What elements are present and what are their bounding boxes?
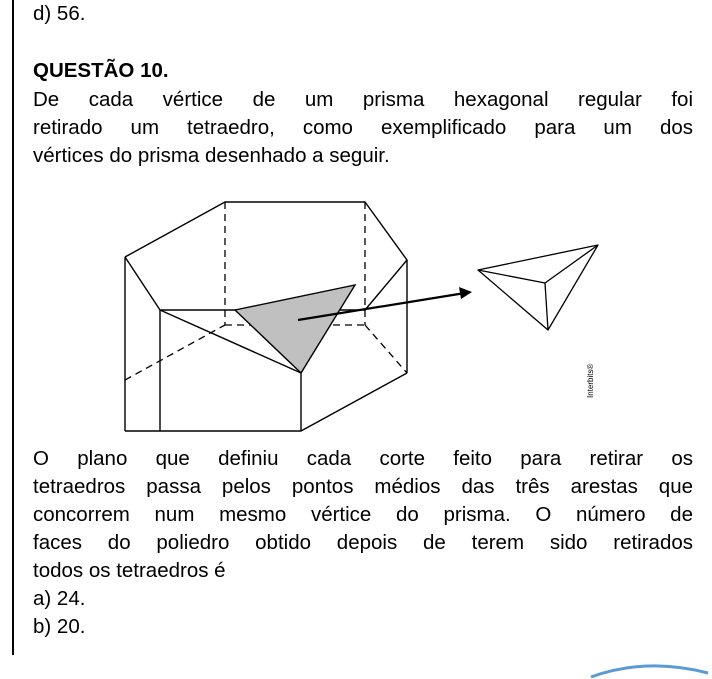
body-line-1: O plano que definiu cada corte feito para retirar os [33, 447, 693, 470]
body-line-3: concorrem num mesmo vértice do prisma. O número de [33, 503, 693, 526]
hidden-edge-bottom-right [365, 325, 407, 373]
figure-credit: Interbits® [586, 363, 595, 398]
body-line-5: todos os tetraedros é [33, 559, 226, 582]
question-heading: QUESTÃO 10. [33, 59, 169, 82]
intro-line-2: retirado um tetraedro, como exemplificado para um dos [33, 116, 693, 139]
intro-line-1: De cada vértice de um prisma hexagonal regular foi [33, 88, 693, 111]
body-line-4: faces do poliedro obtido depois de terem sido retirados [33, 531, 693, 554]
hidden-edge-bottom-left [125, 325, 225, 380]
left-margin-rule [12, 0, 14, 655]
cut-triangle [235, 285, 355, 373]
decorative-arc [586, 655, 712, 679]
prism-figure [120, 195, 600, 445]
option-a[interactable]: a) 24. [33, 587, 86, 610]
option-b[interactable]: b) 20. [33, 615, 86, 638]
previous-option-d: d) 56. [33, 2, 86, 25]
body-line-2: tetraedros passa pelos pontos médios das três arestas que [33, 475, 693, 498]
intro-line-3: vértices do prisma desenhado a seguir. [33, 144, 390, 167]
tetrahedron [478, 245, 598, 330]
bottom-edges [125, 373, 407, 431]
